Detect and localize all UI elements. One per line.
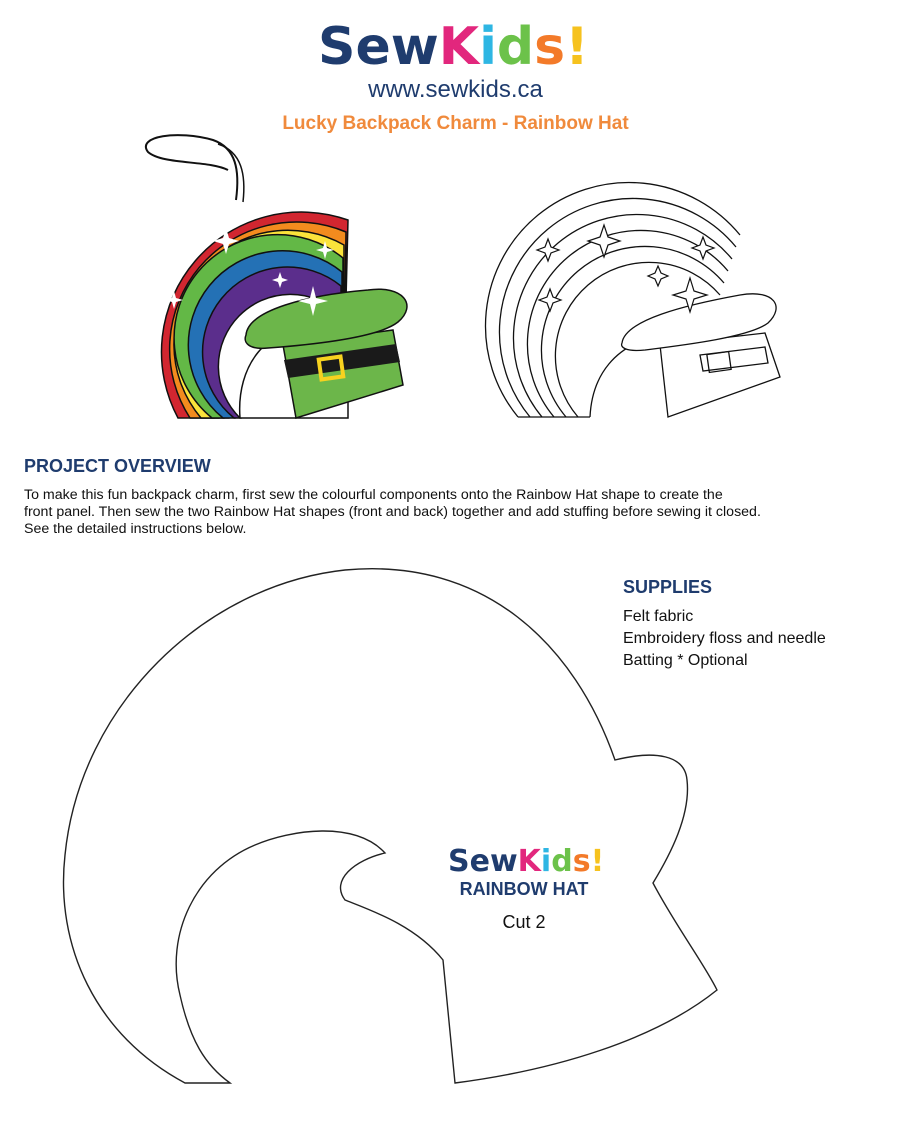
pattern-name: RAINBOW HAT <box>459 879 589 899</box>
sewkids-logo-small <box>448 842 605 879</box>
overview-line: See the detailed instructions below. <box>24 521 247 537</box>
website-url: www.sewkids.ca <box>368 76 543 103</box>
supplies-heading: SUPPLIES <box>623 577 713 597</box>
logo-letter-i: i <box>479 17 497 77</box>
logo-letter-d: d <box>496 17 535 77</box>
overview-line: front panel. Then sew the two Rainbow Hat shapes (front and back) together and add stuffing before sewing it closed. <box>24 504 761 520</box>
page-title: Lucky Backpack Charm - Rainbow Hat <box>282 113 629 134</box>
supply-item: Batting * Optional <box>623 652 748 669</box>
supply-item: Felt fabric <box>623 608 694 625</box>
overview-paragraph <box>24 487 894 538</box>
logo-letter-k: K <box>517 844 541 879</box>
pattern-cut-count: Cut 2 <box>502 912 546 932</box>
logo-letter-s: s <box>572 844 591 879</box>
svg-text:SewKids! <box>318 17 589 77</box>
supply-item: Embroidery floss and needle <box>623 630 826 647</box>
logo-letter-k: K <box>438 17 480 77</box>
pattern-outline <box>64 569 718 1083</box>
hanging-loop <box>146 135 237 200</box>
logo-letter-d: d <box>551 844 573 879</box>
logo-sew: Sew <box>448 844 518 879</box>
logo-letter-bang: ! <box>590 844 605 879</box>
logo-letter-s: s <box>534 17 566 77</box>
logo-sew: Sew <box>318 17 439 77</box>
logo-letter-i: i <box>540 844 552 879</box>
overview-heading: PROJECT OVERVIEW <box>24 456 211 476</box>
colored-rainbow-hat-illustration <box>118 130 418 425</box>
outline-rainbow-hat-illustration <box>500 195 785 425</box>
svg-text:SewKids! <box>448 844 604 879</box>
sewkids-logo <box>318 14 598 77</box>
overview-line: To make this fun backpack charm, first sew the colourful components onto the Rainbow Hat shape to create the <box>24 487 723 503</box>
supplies-list <box>623 606 826 672</box>
logo-letter-bang: ! <box>565 17 589 77</box>
